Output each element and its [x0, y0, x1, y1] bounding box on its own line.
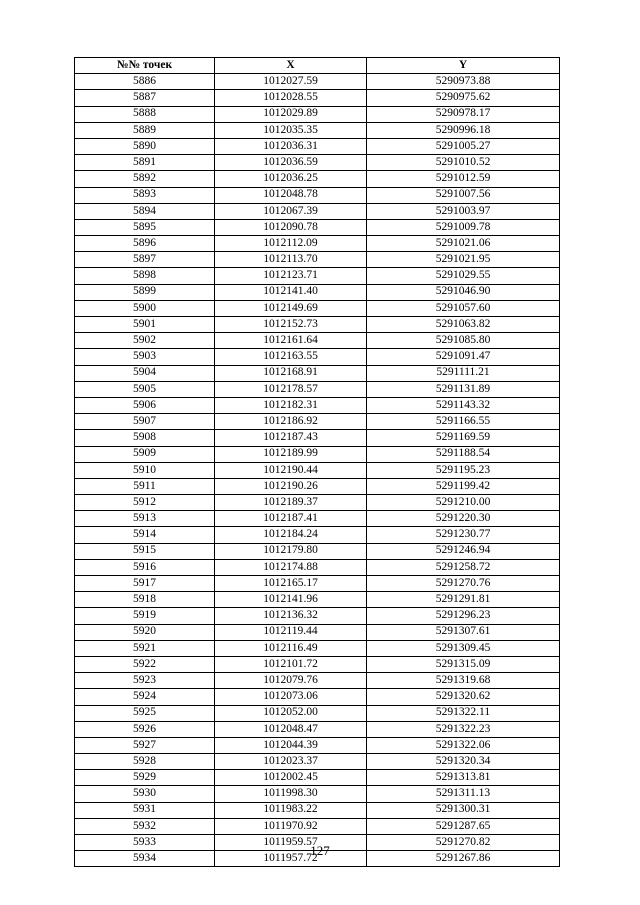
table-row: [75, 770, 560, 786]
y-coordinate-cell: 5291188.54: [367, 446, 560, 462]
y-coordinate-cell: 5291258.72: [367, 559, 560, 575]
x-coordinate-cell: 1012002.45: [215, 770, 367, 786]
x-coordinate-cell: 1012036.25: [215, 171, 367, 187]
point-number-cell: 5925: [75, 705, 215, 721]
y-coordinate-cell: 5291143.32: [367, 397, 560, 413]
x-coordinate-cell: 1011957.72: [215, 851, 367, 867]
table-body: [75, 74, 560, 867]
y-coordinate-cell: 5291021.95: [367, 252, 560, 268]
x-coordinate-cell: 1012073.06: [215, 689, 367, 705]
point-number-cell: 5929: [75, 770, 215, 786]
y-coordinate-cell: 5291291.81: [367, 592, 560, 608]
point-number-cell: 5916: [75, 559, 215, 575]
point-number-cell: 5907: [75, 414, 215, 430]
point-number-cell: 5933: [75, 835, 215, 851]
x-coordinate-cell: 1012152.73: [215, 317, 367, 333]
point-number-cell: 5919: [75, 608, 215, 624]
y-coordinate-cell: 5291246.94: [367, 543, 560, 559]
y-coordinate-cell: 5291322.23: [367, 721, 560, 737]
x-coordinate-cell: 1012029.89: [215, 106, 367, 122]
point-number-cell: 5897: [75, 252, 215, 268]
y-coordinate-cell: 5291195.23: [367, 462, 560, 478]
x-coordinate-cell: 1012190.26: [215, 478, 367, 494]
y-coordinate-cell: 5291322.11: [367, 705, 560, 721]
table-row: [75, 576, 560, 592]
point-number-cell: 5896: [75, 236, 215, 252]
point-number-cell: 5913: [75, 511, 215, 527]
x-coordinate-cell: 1012187.43: [215, 430, 367, 446]
y-coordinate-cell: 5291063.82: [367, 317, 560, 333]
table-row: [75, 527, 560, 543]
table-row: [75, 786, 560, 802]
point-number-cell: 5911: [75, 478, 215, 494]
table-row: [75, 333, 560, 349]
table-row: [75, 74, 560, 90]
table-row: [75, 656, 560, 672]
x-coordinate-cell: 1011998.30: [215, 786, 367, 802]
y-coordinate-cell: 5290978.17: [367, 106, 560, 122]
y-coordinate-cell: 5291007.56: [367, 187, 560, 203]
y-coordinate-cell: 5291270.76: [367, 576, 560, 592]
x-coordinate-cell: 1012168.91: [215, 365, 367, 381]
x-coordinate-cell: 1012190.44: [215, 462, 367, 478]
table-row: [75, 284, 560, 300]
x-coordinate-cell: 1012189.37: [215, 495, 367, 511]
y-coordinate-cell: 5291315.09: [367, 656, 560, 672]
point-number-cell: 5886: [75, 74, 215, 90]
point-number-cell: 5895: [75, 219, 215, 235]
y-coordinate-cell: 5291111.21: [367, 365, 560, 381]
x-coordinate-cell: 1012136.32: [215, 608, 367, 624]
table-row: [75, 511, 560, 527]
point-number-cell: 5906: [75, 397, 215, 413]
x-coordinate-cell: 1012186.92: [215, 414, 367, 430]
point-number-cell: 5905: [75, 381, 215, 397]
table-row: [75, 171, 560, 187]
point-number-cell: 5909: [75, 446, 215, 462]
point-number-cell: 5922: [75, 656, 215, 672]
point-number-cell: 5926: [75, 721, 215, 737]
y-coordinate-cell: 5291029.55: [367, 268, 560, 284]
table-row: [75, 592, 560, 608]
x-coordinate-cell: 1011983.22: [215, 802, 367, 818]
y-coordinate-cell: 5291091.47: [367, 349, 560, 365]
coordinates-table: [74, 57, 560, 867]
y-coordinate-cell: 5290973.88: [367, 74, 560, 90]
y-coordinate-cell: 5291005.27: [367, 138, 560, 154]
point-number-cell: 5931: [75, 802, 215, 818]
x-coordinate-cell: 1012178.57: [215, 381, 367, 397]
header-x: X: [215, 58, 367, 74]
point-number-cell: 5900: [75, 300, 215, 316]
table-row: [75, 106, 560, 122]
point-number-cell: 5924: [75, 689, 215, 705]
point-number-cell: 5904: [75, 365, 215, 381]
point-number-cell: 5903: [75, 349, 215, 365]
y-coordinate-cell: 5291319.68: [367, 673, 560, 689]
table-row: [75, 559, 560, 575]
x-coordinate-cell: 1012035.35: [215, 122, 367, 138]
point-number-cell: 5915: [75, 543, 215, 559]
point-number-cell: 5901: [75, 317, 215, 333]
point-number-cell: 5932: [75, 818, 215, 834]
x-coordinate-cell: 1012141.40: [215, 284, 367, 300]
point-number-cell: 5923: [75, 673, 215, 689]
y-coordinate-cell: 5291270.82: [367, 835, 560, 851]
table-row: [75, 187, 560, 203]
table-row: [75, 462, 560, 478]
table-row: [75, 818, 560, 834]
y-coordinate-cell: 5291300.31: [367, 802, 560, 818]
x-coordinate-cell: 1012179.80: [215, 543, 367, 559]
y-coordinate-cell: 5291021.06: [367, 236, 560, 252]
table-row: [75, 90, 560, 106]
x-coordinate-cell: 1012141.96: [215, 592, 367, 608]
table-row: [75, 236, 560, 252]
table-row: [75, 365, 560, 381]
y-coordinate-cell: 5291220.30: [367, 511, 560, 527]
table-row: [75, 252, 560, 268]
y-coordinate-cell: 5291307.61: [367, 624, 560, 640]
table-row: [75, 705, 560, 721]
y-coordinate-cell: 5291296.23: [367, 608, 560, 624]
point-number-cell: 5908: [75, 430, 215, 446]
y-coordinate-cell: 5291046.90: [367, 284, 560, 300]
point-number-cell: 5927: [75, 737, 215, 753]
table-row: [75, 802, 560, 818]
table-row: [75, 381, 560, 397]
x-coordinate-cell: 1012163.55: [215, 349, 367, 365]
y-coordinate-cell: 5291169.59: [367, 430, 560, 446]
point-number-cell: 5928: [75, 754, 215, 770]
y-coordinate-cell: 5291003.97: [367, 203, 560, 219]
y-coordinate-cell: 5291210.00: [367, 495, 560, 511]
x-coordinate-cell: 1012116.49: [215, 640, 367, 656]
y-coordinate-cell: 5291313.81: [367, 770, 560, 786]
table-row: [75, 754, 560, 770]
y-coordinate-cell: 5291199.42: [367, 478, 560, 494]
point-number-cell: 5889: [75, 122, 215, 138]
x-coordinate-cell: 1012028.55: [215, 90, 367, 106]
x-coordinate-cell: 1012187.41: [215, 511, 367, 527]
x-coordinate-cell: 1012149.69: [215, 300, 367, 316]
table-row: [75, 640, 560, 656]
point-number-cell: 5910: [75, 462, 215, 478]
point-number-cell: 5893: [75, 187, 215, 203]
y-coordinate-cell: 5291320.34: [367, 754, 560, 770]
x-coordinate-cell: 1012174.88: [215, 559, 367, 575]
y-coordinate-cell: 5291009.78: [367, 219, 560, 235]
y-coordinate-cell: 5290996.18: [367, 122, 560, 138]
table-row: [75, 317, 560, 333]
table-row: [75, 397, 560, 413]
x-coordinate-cell: 1012044.39: [215, 737, 367, 753]
y-coordinate-cell: 5291085.80: [367, 333, 560, 349]
point-number-cell: 5918: [75, 592, 215, 608]
point-number-cell: 5914: [75, 527, 215, 543]
y-coordinate-cell: 5291057.60: [367, 300, 560, 316]
point-number-cell: 5891: [75, 155, 215, 171]
table-row: [75, 737, 560, 753]
table-row: [75, 430, 560, 446]
x-coordinate-cell: 1012182.31: [215, 397, 367, 413]
y-coordinate-cell: 5291230.77: [367, 527, 560, 543]
x-coordinate-cell: 1012036.59: [215, 155, 367, 171]
point-number-cell: 5892: [75, 171, 215, 187]
y-coordinate-cell: 5291287.65: [367, 818, 560, 834]
x-coordinate-cell: 1012048.78: [215, 187, 367, 203]
x-coordinate-cell: 1011959.57: [215, 835, 367, 851]
y-coordinate-cell: 5291166.55: [367, 414, 560, 430]
header-point-number: №№ точек: [75, 58, 215, 74]
y-coordinate-cell: 5291311.13: [367, 786, 560, 802]
x-coordinate-cell: 1012052.00: [215, 705, 367, 721]
x-coordinate-cell: 1012079.76: [215, 673, 367, 689]
x-coordinate-cell: 1012112.09: [215, 236, 367, 252]
point-number-cell: 5887: [75, 90, 215, 106]
point-number-cell: 5888: [75, 106, 215, 122]
x-coordinate-cell: 1012184.24: [215, 527, 367, 543]
table-header-row: [75, 58, 560, 74]
x-coordinate-cell: 1012027.59: [215, 74, 367, 90]
table-row: [75, 673, 560, 689]
point-number-cell: 5912: [75, 495, 215, 511]
x-coordinate-cell: 1012101.72: [215, 656, 367, 672]
table-row: [75, 689, 560, 705]
point-number-cell: 5934: [75, 851, 215, 867]
table-row: [75, 495, 560, 511]
y-coordinate-cell: 5291131.89: [367, 381, 560, 397]
y-coordinate-cell: 5291322.06: [367, 737, 560, 753]
x-coordinate-cell: 1012090.78: [215, 219, 367, 235]
x-coordinate-cell: 1012165.17: [215, 576, 367, 592]
x-coordinate-cell: 1012023.37: [215, 754, 367, 770]
table-row: [75, 300, 560, 316]
y-coordinate-cell: 5291320.62: [367, 689, 560, 705]
x-coordinate-cell: 1012161.64: [215, 333, 367, 349]
x-coordinate-cell: 1012067.39: [215, 203, 367, 219]
table-row: [75, 414, 560, 430]
table-row: [75, 624, 560, 640]
x-coordinate-cell: 1012036.31: [215, 138, 367, 154]
point-number-cell: 5902: [75, 333, 215, 349]
x-coordinate-cell: 1011970.92: [215, 818, 367, 834]
table-row: [75, 721, 560, 737]
x-coordinate-cell: 1012189.99: [215, 446, 367, 462]
header-y: Y: [367, 58, 560, 74]
y-coordinate-cell: 5290975.62: [367, 90, 560, 106]
table-row: [75, 268, 560, 284]
page-number: 127: [310, 843, 330, 858]
table-row: [75, 543, 560, 559]
x-coordinate-cell: 1012119.44: [215, 624, 367, 640]
point-number-cell: 5898: [75, 268, 215, 284]
table-row: [75, 349, 560, 365]
table-row: [75, 203, 560, 219]
table-row: [75, 219, 560, 235]
point-number-cell: 5920: [75, 624, 215, 640]
table-row: [75, 608, 560, 624]
x-coordinate-cell: 1012123.71: [215, 268, 367, 284]
y-coordinate-cell: 5291309.45: [367, 640, 560, 656]
table-row: [75, 122, 560, 138]
point-number-cell: 5921: [75, 640, 215, 656]
x-coordinate-cell: 1012048.47: [215, 721, 367, 737]
point-number-cell: 5930: [75, 786, 215, 802]
point-number-cell: 5890: [75, 138, 215, 154]
y-coordinate-cell: 5291010.52: [367, 155, 560, 171]
point-number-cell: 5899: [75, 284, 215, 300]
x-coordinate-cell: 1012113.70: [215, 252, 367, 268]
y-coordinate-cell: 5291012.59: [367, 171, 560, 187]
table-row: [75, 138, 560, 154]
table-row: [75, 155, 560, 171]
table-row: [75, 478, 560, 494]
point-number-cell: 5894: [75, 203, 215, 219]
y-coordinate-cell: 5291267.86: [367, 851, 560, 867]
point-number-cell: 5917: [75, 576, 215, 592]
table-row: [75, 446, 560, 462]
